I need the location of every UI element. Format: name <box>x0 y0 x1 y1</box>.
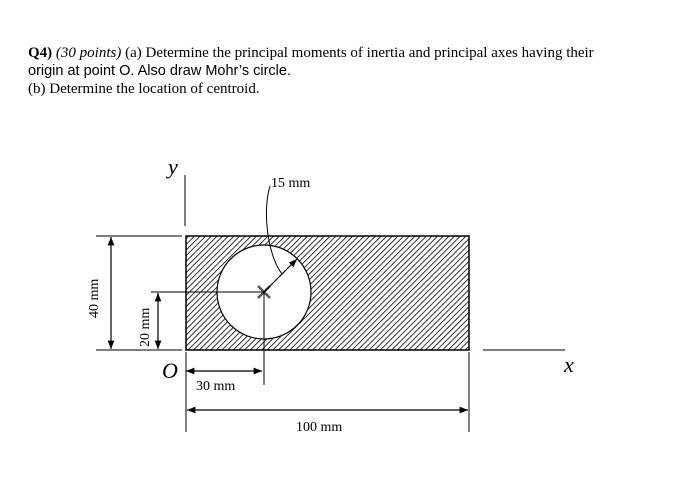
height-dimension: 40 mm <box>87 278 102 318</box>
x-axis-label: x <box>564 352 574 377</box>
y-axis-label: y <box>168 154 178 179</box>
width-dimension: 100 mm <box>296 420 343 435</box>
origin-label: O <box>162 358 178 383</box>
center-height-dimension: 20 mm <box>138 307 153 347</box>
question-part-b: (b) Determine the location of centroid. <box>28 81 260 97</box>
question-number: Q4) <box>28 45 53 61</box>
question-points: (30 points) <box>55 45 122 61</box>
question-part-a-second: origin at point O. Also draw Mohr’s circle. <box>28 63 291 79</box>
question-part-a-first: (a) Determine the principal moments of inertia and principal axes having their <box>125 45 594 61</box>
radius-dimension: 15 mm <box>271 176 311 191</box>
center-x-dimension: 30 mm <box>196 379 236 394</box>
